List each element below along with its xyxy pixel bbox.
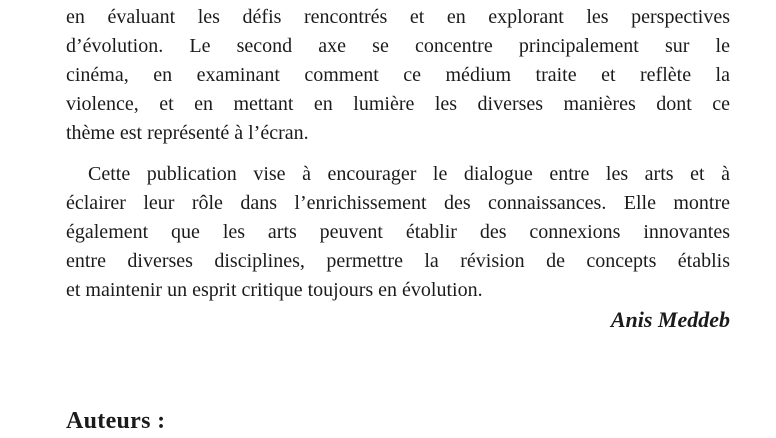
text-line: thème est représenté à l’écran. (66, 122, 309, 144)
paragraph-continuation (66, 3, 730, 148)
paragraph-conclusion (66, 160, 730, 305)
text-line: cinéma, en examinant comment ce médium traite et reflète la (66, 64, 730, 86)
text-line: en évaluant les défis rencontrés et en explorant les perspectives (66, 6, 730, 28)
text-line: éclairer leur rôle dans l’enrichissement des connaissances. Elle montre (66, 192, 730, 214)
body-text-block (66, 3, 730, 436)
authors-section-heading: Auteurs : (66, 408, 166, 434)
text-line: Cette publication vise à encourager le dialogue entre les arts et à (88, 163, 730, 185)
text-line: également que les arts peuvent établir des connexions innovantes (66, 221, 730, 243)
text-line: entre diverses disciplines, permettre la révision de concepts établis (66, 250, 730, 272)
text-line: d’évolution. Le second axe se concentre principalement sur le (66, 35, 730, 57)
author-signature: Anis Meddeb (610, 307, 730, 332)
text-line: violence, et en mettant en lumière les diverses manières dont ce (66, 93, 730, 115)
text-line: et maintenir un esprit critique toujours en évolution. (66, 279, 483, 301)
